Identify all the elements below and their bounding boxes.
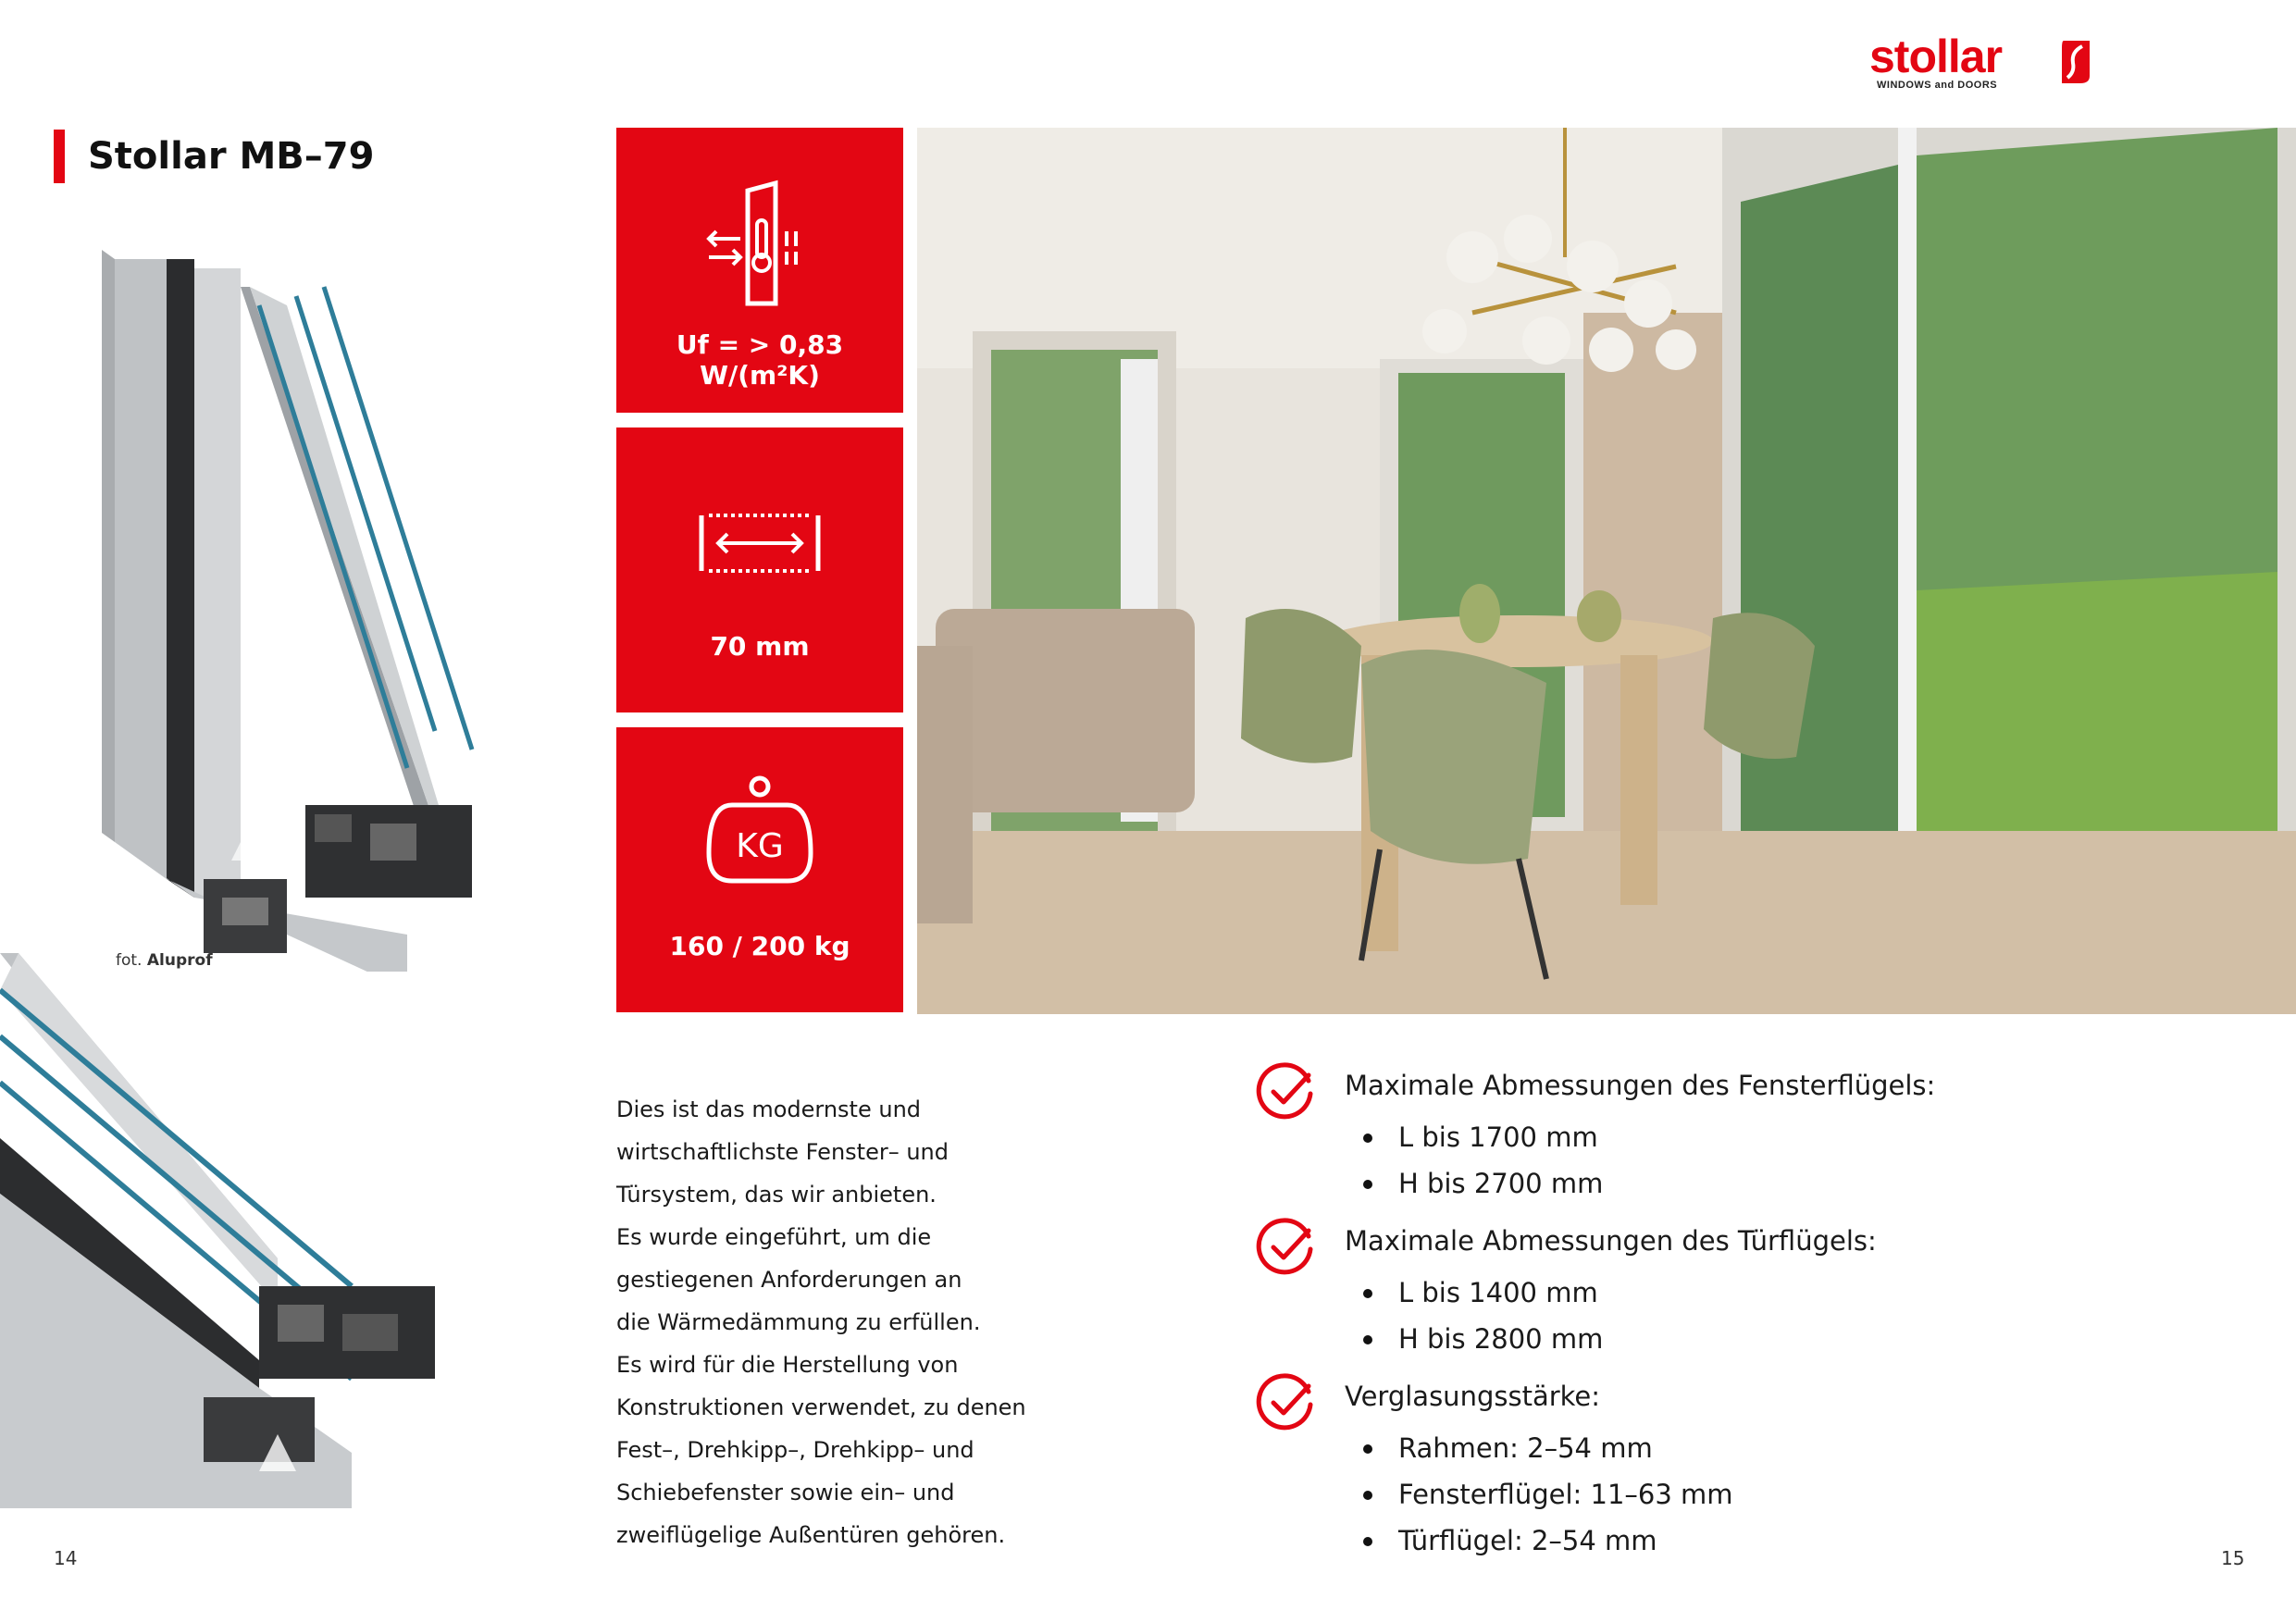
feature-item: L bis 1700 mm xyxy=(1398,1114,1603,1160)
feature-list xyxy=(1398,1425,1733,1564)
description-line: die Wärmedämmung zu erfüllen. xyxy=(616,1309,981,1335)
description-line: Es wurde eingeführt, um die xyxy=(616,1224,932,1250)
feature-item: H bis 2800 mm xyxy=(1398,1316,1603,1362)
window-profile-render-top xyxy=(102,250,490,972)
spec-value: 160 / 200 kg xyxy=(669,931,850,961)
feature-heading: Maximale Abmessungen des Türflügels: xyxy=(1345,1225,1877,1257)
feature-item: L bis 1400 mm xyxy=(1398,1270,1603,1316)
feature-heading: Maximale Abmessungen des Fensterflügels: xyxy=(1345,1070,1936,1101)
feature-item: H bis 2700 mm xyxy=(1398,1160,1603,1207)
page-number-right: 15 xyxy=(2221,1547,2245,1569)
feature-list xyxy=(1398,1270,1603,1362)
spec-thermal-transmittance xyxy=(616,128,903,413)
check-circle-icon xyxy=(1255,1371,1318,1434)
description-line: Fest–, Drehkipp–, Drehkipp– und xyxy=(616,1437,974,1463)
check-circle-icon xyxy=(1255,1216,1318,1279)
spec-weight xyxy=(616,727,903,1012)
description-line: Türsystem, das wir anbieten. xyxy=(616,1182,937,1208)
description-line: zweiflügelige Außentüren gehören. xyxy=(616,1522,1006,1548)
profile-depth-icon xyxy=(690,474,829,613)
page-title: Stollar MB–79 xyxy=(88,135,375,178)
spec-profile-depth xyxy=(616,427,903,712)
page-number-left: 14 xyxy=(54,1547,78,1569)
product-description xyxy=(616,1088,1061,1556)
spec-value: 70 mm xyxy=(710,631,810,662)
description-line: gestiegenen Anforderungen an xyxy=(616,1267,962,1293)
logo-tagline: WINDOWS and DOORS xyxy=(1877,80,1998,91)
interior-photo xyxy=(917,128,2296,1014)
feature-item: Fensterflügel: 11–63 mm xyxy=(1398,1471,1733,1518)
logo-wordmark: stollar xyxy=(1869,31,2003,82)
description-line: Konstruktionen verwendet, zu denen xyxy=(616,1394,1026,1420)
description-line: Es wird für die Herstellung von xyxy=(616,1352,959,1378)
feature-item: Rahmen: 2–54 mm xyxy=(1398,1425,1733,1471)
logo-mark-icon xyxy=(2060,39,2091,85)
photo-caption: fot. Aluprof xyxy=(116,951,213,970)
title-accent-bar xyxy=(54,130,65,183)
window-profile-render-bottom xyxy=(0,953,444,1508)
feature-list xyxy=(1398,1114,1603,1207)
thermal-transmittance-icon xyxy=(690,174,829,313)
description-line: wirtschaftlichste Fenster– und xyxy=(616,1139,949,1165)
check-circle-icon xyxy=(1255,1060,1318,1123)
stollar-logo xyxy=(1869,31,2091,91)
feature-item: Türflügel: 2–54 mm xyxy=(1398,1518,1733,1564)
spec-value: Uf = > 0,83 W/(m²K) xyxy=(676,329,844,390)
description-line: Dies ist das modernste und xyxy=(616,1096,922,1122)
photo-credit: Aluprof xyxy=(146,951,213,970)
feature-heading: Verglasungsstärke: xyxy=(1345,1381,1601,1412)
description-line: Schiebefenster sowie ein– und xyxy=(616,1480,955,1505)
weight-icon-label: KG xyxy=(736,827,784,865)
weight-kg-icon xyxy=(690,761,829,899)
